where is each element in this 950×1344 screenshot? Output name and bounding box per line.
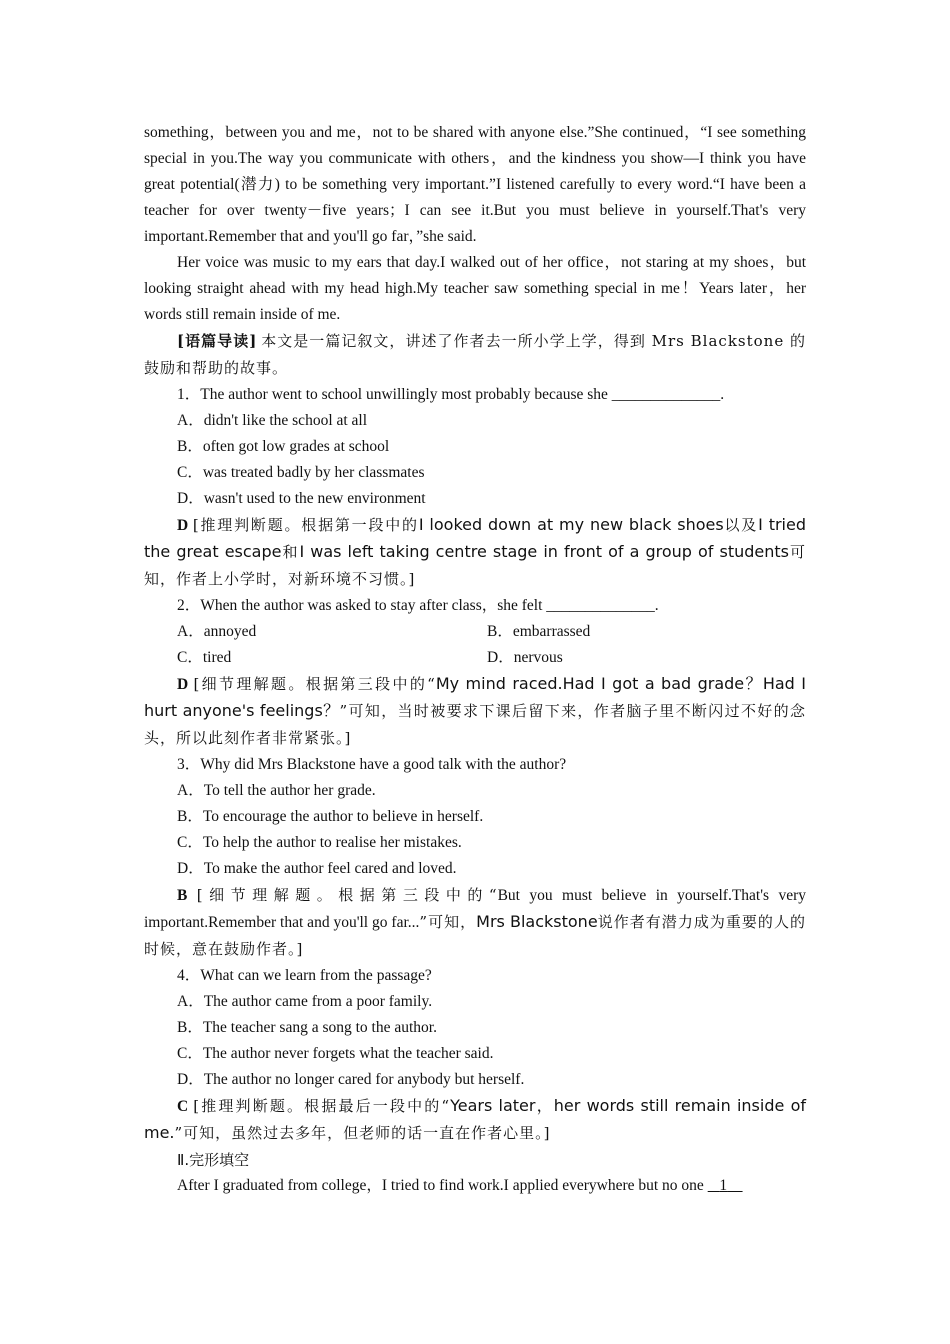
question-2-stem: 2．When the author was asked to stay after class，she felt ______________. — [177, 597, 659, 614]
question-1-answer: D — [177, 517, 189, 534]
question-4-answer: C — [177, 1098, 189, 1115]
question-3-option-a: A．To tell the author her grade. — [177, 782, 376, 799]
question-3-option-b: B．To encourage the author to believe in herself. — [177, 808, 484, 825]
question-2-option-c: C．tired — [177, 649, 232, 666]
question-4-option-c: C．The author never forgets what the teacher said. — [177, 1045, 494, 1062]
reading-guide — [144, 328, 806, 382]
question-2-options-row-2 — [144, 645, 806, 671]
passage-paragraph-continued: something，between you and me，not to be shared with anyone else.”She continued，“I see something special in you.The way you communicate with others，and the kindness you show—I think you have great potential(潜力) to be something very important.”I listened carefully to every word.“I have been a teacher for over twenty－five years；I can see it.But you must believe in yourself.That's very important.Remember that and you'll go far，”she said. — [144, 124, 806, 245]
question-4-option-a: A．The author came from a poor family. — [177, 993, 433, 1010]
question-3-explanation: B [细节理解题。根据第三段中的“But you must believe in yourself.That's very important.Remember that and you'll go far...”可知，Mrs Blackstone说作者有潜力成为重要的人的时候，意在鼓励作者。] — [144, 886, 806, 958]
question-3-option-c: C．To help the author to realise her mistakes. — [177, 834, 462, 851]
question-4-option-d: D．The author no longer cared for anybody but herself. — [177, 1071, 525, 1088]
section-2-title: Ⅱ.完形填空 — [177, 1151, 250, 1169]
question-1-option-c: C．was treated badly by her classmates — [177, 464, 425, 481]
question-2-answer: D — [177, 676, 189, 693]
question-2-explanation: D [细节理解题。根据第三段中的“My mind raced.Had I got a bad grade？Had I hurt anyone's feelings？”可知，当时被要求下课后留下来，作者脑子里不断闪过不好的念头，所以此刻作者非常紧张。] — [144, 674, 806, 747]
question-2-option-b: B．embarrassed — [487, 623, 591, 640]
document-page — [144, 120, 806, 1199]
question-2-options-row-1 — [144, 619, 806, 645]
question-1-stem: 1．The author went to school unwillingly most probably because she ______________. — [177, 386, 725, 403]
question-1-option-d: D．wasn't used to the new environment — [177, 490, 426, 507]
question-2-option-d: D．nervous — [487, 649, 563, 666]
question-2-option-a: A．annoyed — [177, 623, 257, 640]
question-1-option-b: B．often got low grades at school — [177, 438, 390, 455]
cloze-first-line: After I graduated from college，I tried to find work.I applied everywhere but no one 1 — [144, 1173, 806, 1199]
question-3-option-d: D．To make the author feel cared and loved. — [177, 860, 457, 877]
question-1-explanation: D [推理判断题。根据第一段中的I looked down at my new black shoes以及I tried the great escape和I was left taking centre stage in front of a group of students可知，作者上小学时，对新环境不习惯。] — [144, 515, 807, 588]
question-3-answer: B — [177, 887, 188, 904]
passage-paragraph-final: Her voice was music to my ears that day.I walked out of her office，not staring at my shoes，but looking straight ahead with my head high.My teacher saw something special in me！Years later，her words still remain inside of me. — [144, 254, 806, 323]
reading-guide-text: 本文是一篇记叙文，讲述了作者去一所小学上学，得到 Mrs Blackstone 的鼓励和帮助的故事。 — [144, 332, 806, 377]
question-4-explanation: C [推理判断题。根据最后一段中的“Years later，her words still remain inside of me.”可知，虽然过去多年，但老师的话一直在作者心里。] — [144, 1096, 806, 1142]
question-4-stem: 4．What can we learn from the passage? — [177, 967, 432, 984]
question-1-option-a: A．didn't like the school at all — [177, 412, 368, 429]
reading-guide-label: [语篇导读] — [177, 332, 258, 350]
question-3-stem: 3．Why did Mrs Blackstone have a good talk with the author? — [177, 756, 567, 773]
cloze-blank-1: 1 — [719, 1177, 728, 1194]
question-4-option-b: B．The teacher sang a song to the author. — [177, 1019, 437, 1036]
